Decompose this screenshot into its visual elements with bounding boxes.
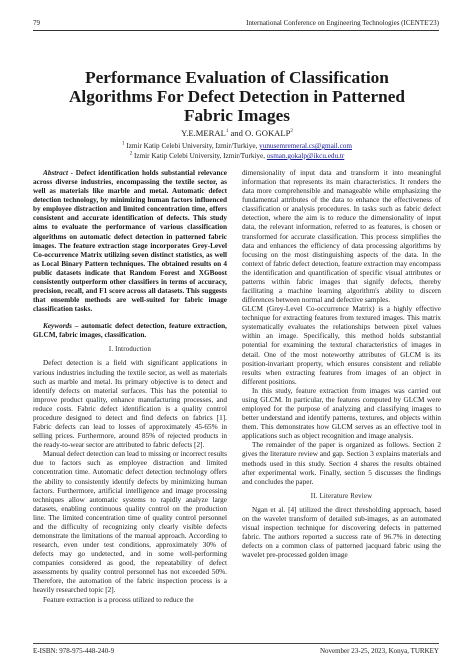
conference-name: International Conference on Engineering Technologies (ICENTE'23) — [246, 19, 439, 27]
paper-title — [30, 68, 444, 125]
affiliation-1-email-link[interactable]: yunusemremeral.cs@gmail.com — [259, 142, 352, 150]
keywords-text: – automatic defect detection, feature extraction, GLCM, fabric images, classification. — [33, 322, 227, 340]
author-line — [0, 128, 474, 138]
intro-paragraph-2: Manual defect detection can lead to missing or incorrect results due to factors such as employee distraction and limited concentration time. Automatic defect detection technology offers the ability to consistently identify defects by minimizing human factors. Furthermore, artificial intelligence and image processing techniques allow automatic systems to rapidly analyze large datasets, enabling continuous quality control on the production line. The limited concentration time of quality control personnel and the difficulty of recognizing only clearly visible defects demonstrate the limitations of the manual approach. According to research, even under test conditions, approximately 30% of defects may go undetected, and in some well-performing companies considered as good, the repeatability of defect assessments by quality control personnel has not exceeded 50%. Therefore, the automation of the fabric inspection process is a heavily researched topic [2]. — [33, 450, 227, 595]
intro-paragraph-1: Defect detection is a field with significant applications in various industries including the textile sector, as well as materials such as marble and metal. Its primary objective is to detect and identify defects on material surfaces. This has the potential to improve product quality, enhance manufacturing processes, and reduce costs. Fabric defect identification is a quality control procedure designed to detect and find defects on fabrics [1]. Fabric defects can lead to losses of approximately 45-65% in selling prices. Furthermore, around 85% of rejected products in the ready-to-wear sector are attributed to fabric defects [2]. — [33, 359, 227, 450]
section-heading-literature-review: II. Literature Review — [310, 492, 373, 500]
section-heading-introduction: I. Introduction — [108, 346, 152, 354]
intro-paragraph-3-continued: dimensionality of input data and transform it into meaningful information that represents its main characteristics. It renders the data more comprehensible and manageable while emphasizing the fundamental attributes of the data to enhance the effectiveness of classification or analysis procedures. In tasks such as fabric defect detection, where the aim is to reduce the dimensionality of input data, the relevant information, referred to as features, is chosen or transformed for accurate classification. This process simplifies the data and enhances the efficiency of data processing algorithms by focusing on the most distinguishing aspects of the data. In the context of fabric defect detection, feature extraction may encompass the identification and quantification of specific visual attributes or patterns within fabric images that signify defects, thereby facilitating a machine learning algorithm's ability to discern differences between normal and defective samples. — [242, 169, 441, 305]
affiliation-1 — [0, 142, 474, 150]
intro-paragraph-5: In this study, feature extraction from images was carried out using GLCM. In particular, the features computed by GLCM were employed for the purpose of analyzing and classifying images to better understand and identify patterns, textures, and objects within them. This demonstrates how GLCM serves as an effective tool in applications such as object recognition and image analysis. — [242, 386, 441, 441]
intro-paragraph-3-start: Feature extraction is a process utilized to reduce the — [43, 595, 194, 604]
abstract-text: - Defect identification holds substantial relevance across diverse industries, encompassing the textile sector, as well as materials like marble and metal. Automatic defect detection technology, by minimizing human factors influenced by employee distraction and limited concentration time, offers consistent and accurate identification of defects. This study aims to evaluate the performance of various classification algorithms on automatic defect detection in patterned fabric images. The feature extraction stage incorporates Grey-Level Co-occurrence Matrix utilizing seven distinct statistics, as well as Local Binary Pattern techniques. The obtained results on 4 public datasets indicate that Random Forest and XGBoost consistently outperform other classifiers in terms of accuracy, precision, recall, and F1 score across all datasets. This suggests that ensemble methods are well-suited for fabric image classification tasks. — [33, 169, 227, 314]
keywords-label: Keywords — [43, 322, 72, 331]
literature-paragraph-1: Ngan et al. [4] utilized the direct thresholding approach, based on the wavelet transform of detailed sub-images, as an automated visual inspection technique for discovering defects in patterned fabric. The authors reported a success rate of 96.7% in detecting defects on a common class of patterned jacquard fabric using the wavelet pre-processed golden image — [242, 505, 441, 560]
affiliation-2-sup: 2 — [129, 151, 133, 157]
affiliation-1-sup: 1 — [122, 141, 125, 147]
author-1-sup: 1 — [225, 129, 229, 135]
affiliation-1-text: Izmir Katip Celebi University, Izmir/Turkiye, — [124, 142, 260, 150]
author-separator: and O. GOKALP — [228, 128, 291, 138]
title-line-3: Fabric Images — [183, 106, 291, 125]
abstract — [33, 169, 227, 314]
author-2-sup: 2 — [290, 129, 293, 135]
intro-paragraph-glcm: GLCM (Grey-Level Co-occurrence Matrix) is a highly effective technique for extracting features from textured images. This matrix systematically evaluates the relationships between pixel values within an image. Specifically, this method holds substantial potential for examining the textural characteristics of images in detail. One of the most noteworthy attributes of GLCM is its position-invariant property, which ensures consistent and reliable results when extracting features from images of an object in different positions. — [242, 305, 441, 386]
header-rule — [33, 30, 439, 31]
right-column — [242, 169, 441, 560]
keywords — [33, 322, 227, 340]
affiliation-2 — [0, 152, 474, 160]
author-1: Y.E.MERAL — [181, 128, 226, 138]
page-number: 79 — [33, 19, 40, 27]
abstract-label: Abstract — [43, 169, 68, 177]
footer-rule — [33, 643, 439, 644]
left-column — [33, 169, 227, 605]
affiliation-2-text: Izmir Katip Celebi University, Izmir/Turkiye, — [132, 152, 267, 160]
footer-isbn: E-ISBN: 978-975-448-240-9 — [33, 647, 115, 655]
intro-paragraph-6: The remainder of the paper is organized as follows. Section 2 gives the literature review and gap. Section 3 explains materials and methods used in this study. Section 4 shares the results obtained after experimental work. Finally, section 5 discusses the findings and concludes the paper. — [242, 441, 441, 486]
affiliation-2-email-link[interactable]: osman.gokalp@ikcu.edu.tr — [266, 152, 345, 160]
title-line-2: Algorithms For Defect Detection in Patterned — [68, 87, 406, 106]
title-line-1: Performance Evaluation of Classification — [85, 68, 389, 87]
footer-date-location: November 23-25, 2023, Konya, TURKEY — [319, 647, 439, 655]
